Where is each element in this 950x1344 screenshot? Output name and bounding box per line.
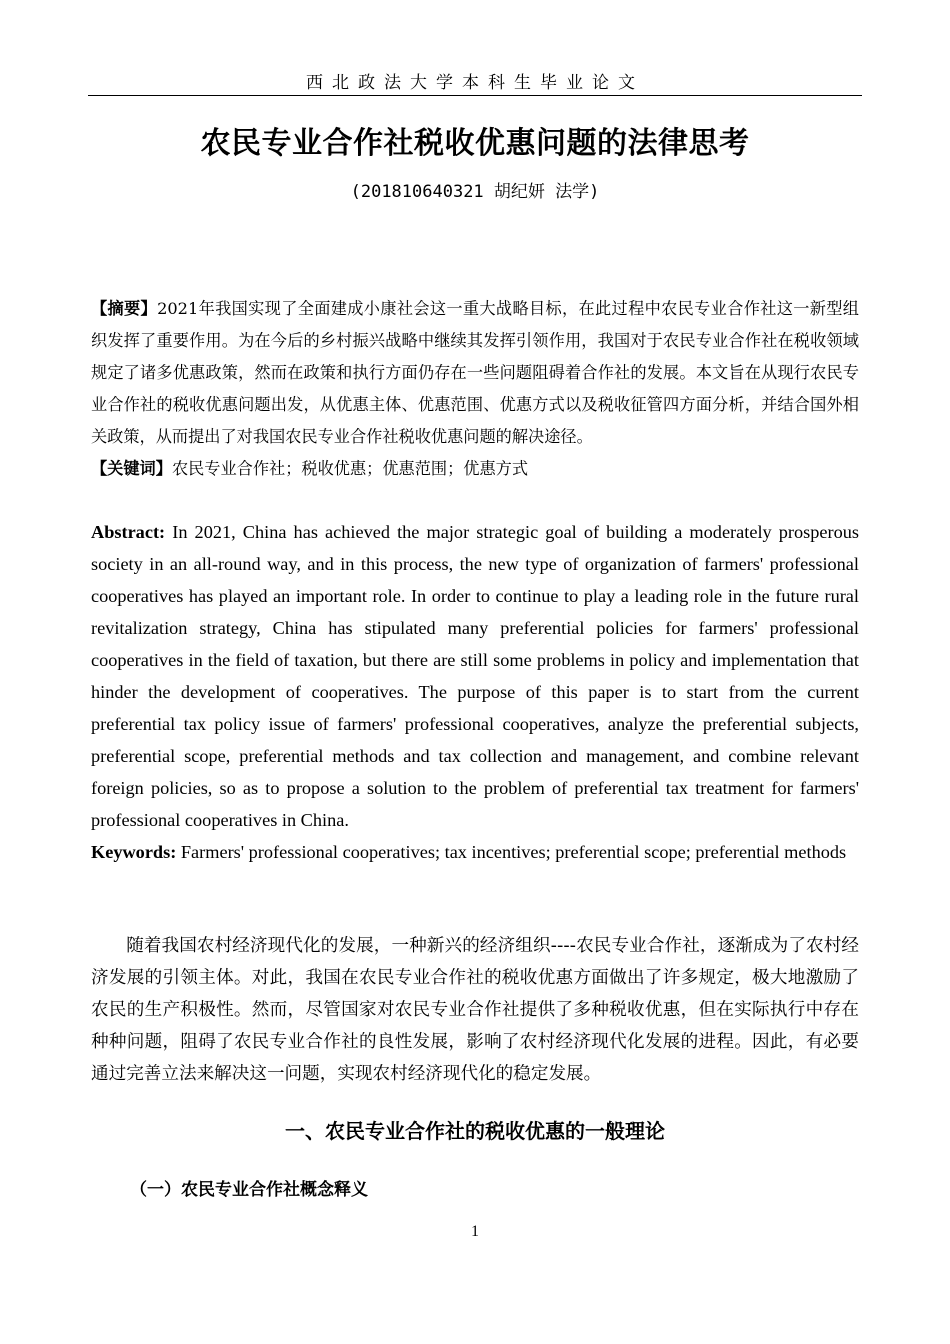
english-keywords-text: Farmers' professional cooperatives; tax incentives; preferential scope; preferential methods bbox=[180, 842, 847, 862]
page-number: 1 bbox=[471, 1223, 479, 1240]
chinese-abstract bbox=[91, 293, 859, 453]
english-keywords-label: Keywords: bbox=[91, 842, 177, 862]
section-heading: 一、农民专业合作社的税收优惠的一般理论 bbox=[285, 1119, 665, 1143]
chinese-keywords-label: 【关键词】 bbox=[91, 459, 172, 478]
english-abstract-label: Abstract: bbox=[91, 522, 166, 542]
header-rule bbox=[88, 95, 862, 96]
intro-paragraph: 随着我国农村经济现代化的发展，一种新兴的经济组织----农民专业合作社，逐渐成为了农村经济发展的引领主体。对此，我国在农民专业合作社的税收优惠方面做出了许多规定，极大地激励了农民的生产积极性。然而，尽管国家对农民专业合作社提供了多种税收优惠，但在实际执行中存在种种问题，阻碍了农民专业合作社的良性发展，影响了农村经济现代化发展的进程。因此，有必要通过完善立法来解决这一问题，实现农村经济现代化的稳定发展。 bbox=[91, 936, 859, 1084]
english-abstract-text: In 2021, China has achieved the major strategic goal of building a moderately prosperous society in an all-round way, and in this process, the new type of organization of farmers' professional cooperatives has played an important role. In order to continue to play a leading role in the future rural revitalization strategy, China has stipulated many preferential policies for farmers' professional cooperatives in the field of taxation, but there are still some problems in policy and implementation that hinder the development of cooperatives. The purpose of this paper is to start from the current preferential tax policy issue of farmers' professional cooperatives, analyze the preferential subjects, preferential scope, preferential methods and tax collection and management, and combine relevant foreign policies, so as to propose a solution to the problem of preferential tax treatment for farmers' professional cooperatives in China. bbox=[91, 522, 859, 830]
subsection-heading: （一）农民专业合作社概念释义 bbox=[130, 1180, 368, 1200]
paper-title: 农民专业合作社税收优惠问题的法律思考 bbox=[200, 126, 750, 161]
chinese-keywords-text: 农民专业合作社；税收优惠；优惠范围；优惠方式 bbox=[171, 459, 529, 478]
english-abstract-section bbox=[91, 516, 859, 868]
running-header: 西北政法大学本科生毕业论文 bbox=[306, 73, 644, 93]
english-abstract bbox=[91, 516, 859, 836]
chinese-abstract-label: 【摘要】 bbox=[91, 299, 158, 318]
author-line: (201810640321 胡纪妍 法学) bbox=[350, 182, 600, 202]
chinese-abstract-section bbox=[91, 293, 859, 485]
chinese-keywords bbox=[91, 453, 859, 485]
english-keywords bbox=[91, 836, 859, 868]
chinese-abstract-text: 2021年我国实现了全面建成小康社会这一重大战略目标，在此过程中农民专业合作社这一新型组织发挥了重要作用。为在今后的乡村振兴战略中继续其发挥引领作用，我国对于农民专业合作社在税收领域规定了诸多优惠政策，然而在政策和执行方面仍存在一些问题阻碍着合作社的发展。本文旨在从现行农民专业合作社的税收优惠问题出发，从优惠主体、优惠范围、优惠方式以及税收征管四方面分析，并结合国外相关政策，从而提出了对我国农民专业合作社税收优惠问题的解决途径。 bbox=[91, 299, 859, 446]
